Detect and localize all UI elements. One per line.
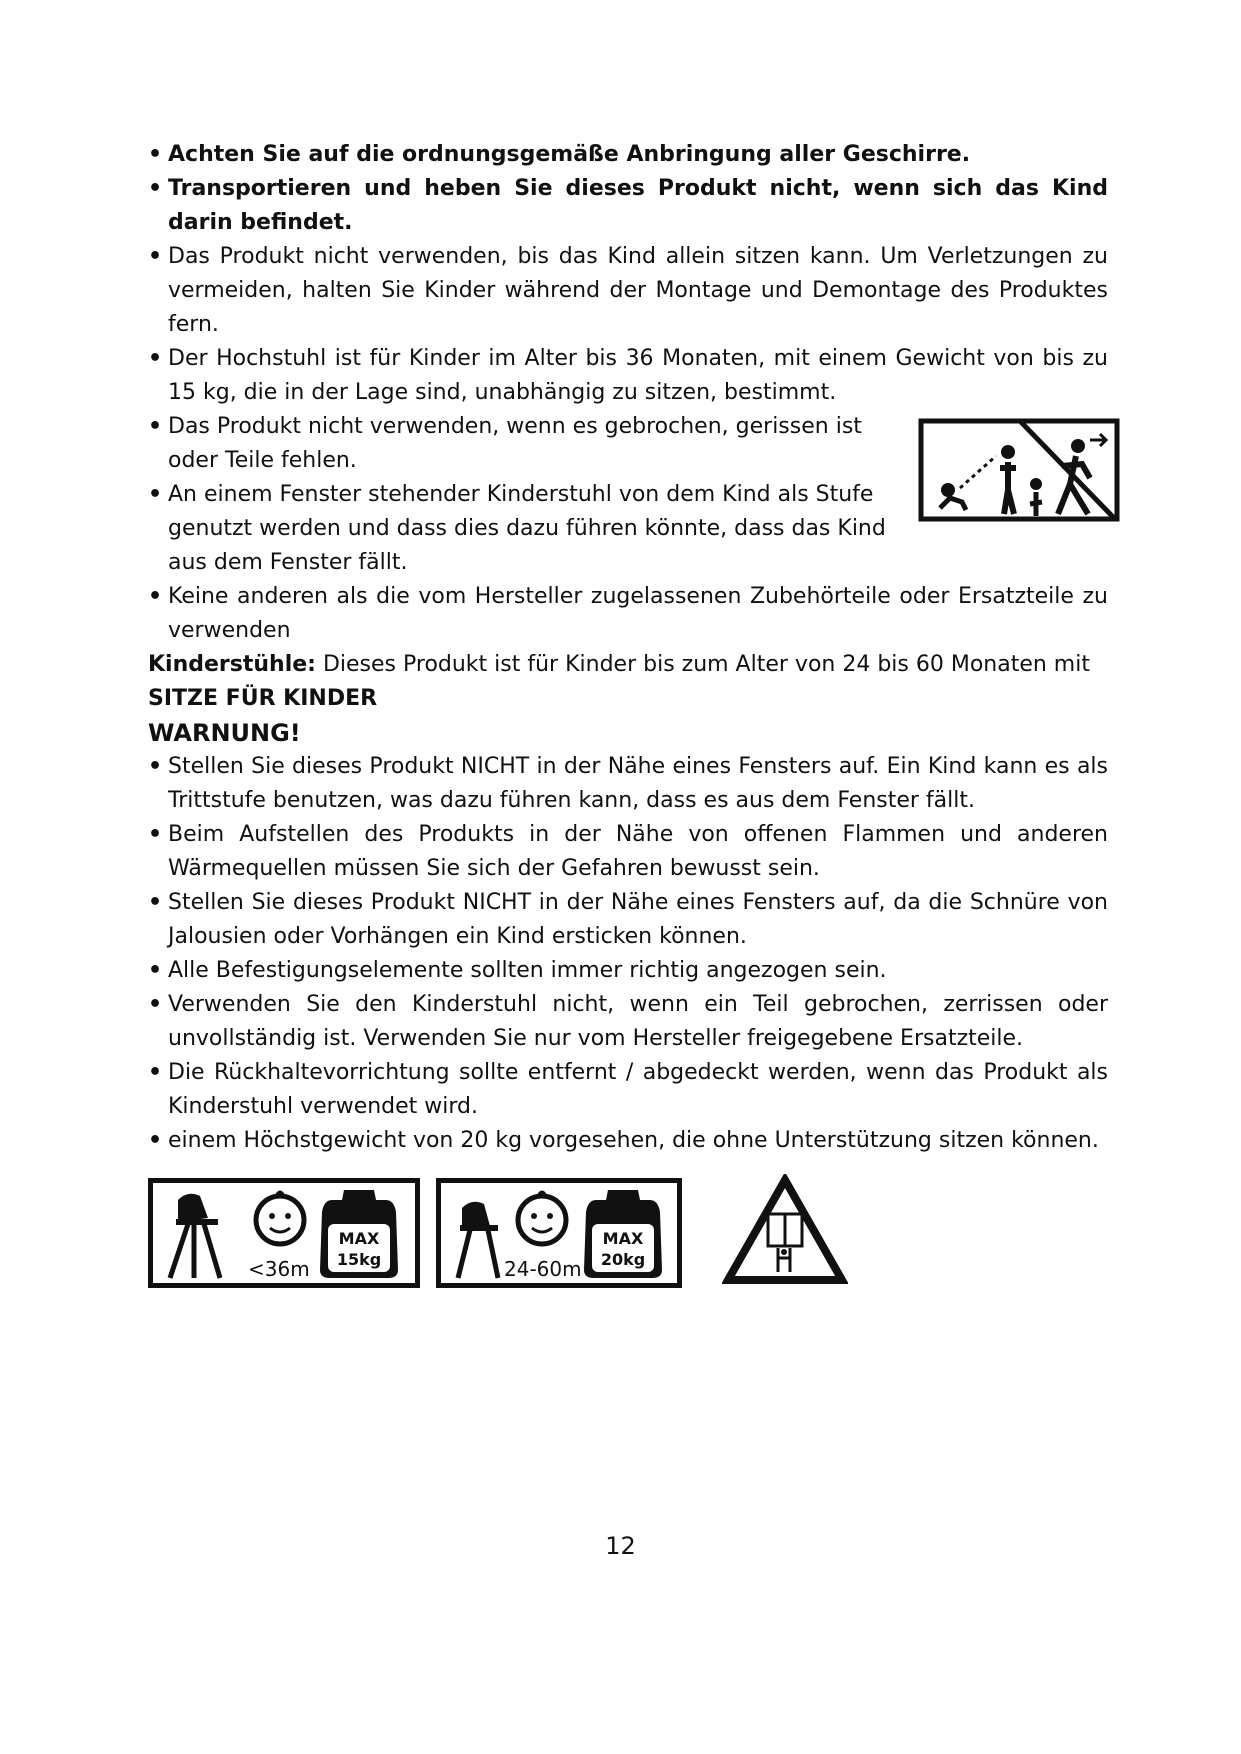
warning-item: • Beim Aufstellen des Produkts in der Nähe von offenen Flammen und anderen Wärmequellen müssen Sie sich der Gefahren bewusst sein. [148, 818, 1108, 886]
bullet-item: • Der Hochstuhl ist für Kinder im Alter bis 36 Monaten, mit einem Gewicht von bis zu 15 kg, die in der Lage sind, unabhängig zu sitzen, bestimmt. [148, 342, 1108, 410]
warning-item: • Alle Befestigungselemente sollten immer richtig angezogen sein. [148, 954, 1108, 988]
kinderstuehle-line [148, 648, 1108, 682]
chair-age-weight-icon [436, 1178, 682, 1288]
highchair-age-weight-icon [148, 1178, 420, 1288]
highchair-max-label: MAX [338, 1229, 380, 1248]
chair-max-label: MAX [602, 1229, 644, 1248]
safety-list-top [148, 138, 1108, 1158]
kinderstuehle-label: Kinderstühle: [148, 652, 316, 677]
section-title: SITZE FÜR KINDER [148, 686, 378, 711]
warning-item: • einem Höchstgewicht von 20 kg vorgesehen, die ohne Unterstützung sitzen können. [148, 1124, 1108, 1158]
bullet-item: • An einem Fenster stehender Kinderstuhl von dem Kind als Stufe genutzt werden und dass dies dazu führen könnte, dass das Kind aus dem Fenster fällt. [148, 478, 908, 580]
warning-item: • Stellen Sie dieses Produkt NICHT in der Nähe eines Fensters auf, da die Schnüre von Jalousien oder Vorhängen ein Kind ersticken können. [148, 886, 1108, 954]
highchair-age-label: <36m [248, 1257, 310, 1281]
warning-item: • Stellen Sie dieses Produkt NICHT in der Nähe eines Fensters auf. Ein Kind kann es als Trittstufe benutzen, was dazu führen kann, dass es aus dem Fenster fällt. [148, 750, 1108, 818]
page-number: 12 [605, 1532, 636, 1560]
warning-item: • Die Rückhaltevorrichtung sollte entfernt / abgedeckt werden, wenn das Produkt als Kinderstuhl verwendet wird. [148, 1056, 1108, 1124]
bullet-item: • Transportieren und heben Sie dieses Produkt nicht, wenn sich das Kind darin befindet. [148, 172, 1108, 240]
bullet-item: • Keine anderen als die vom Hersteller zugelassenen Zubehörteile oder Ersatzteile zu verwenden [148, 580, 1108, 648]
window-climb-warning-icon [918, 418, 1120, 522]
chair-age-label: 24-60m [504, 1257, 582, 1281]
bullet-item: • Achten Sie auf die ordnungsgemäße Anbringung aller Geschirre. [148, 138, 1108, 172]
bullet-item: • Das Produkt nicht verwenden, wenn es gebrochen, gerissen ist oder Teile fehlen. [148, 410, 908, 478]
window-hazard-triangle-icon [722, 1174, 848, 1286]
highchair-weight-label: 15kg [336, 1250, 382, 1269]
warning-title: WARNUNG! [148, 719, 301, 747]
bullet-item: • Das Produkt nicht verwenden, bis das Kind allein sitzen kann. Um Verletzungen zu vermeiden, halten Sie Kinder während der Montage und Demontage des Produktes fern. [148, 240, 1108, 342]
warning-item: • Verwenden Sie den Kinderstuhl nicht, wenn ein Teil gebrochen, zerrissen oder unvollständig ist. Verwenden Sie nur vom Hersteller freigegebene Ersatzteile. [148, 988, 1108, 1056]
kinderstuehle-text: Dieses Produkt ist für Kinder bis zum Alter von 24 bis 60 Monaten mit [315, 652, 1090, 677]
chair-weight-label: 20kg [600, 1250, 646, 1269]
